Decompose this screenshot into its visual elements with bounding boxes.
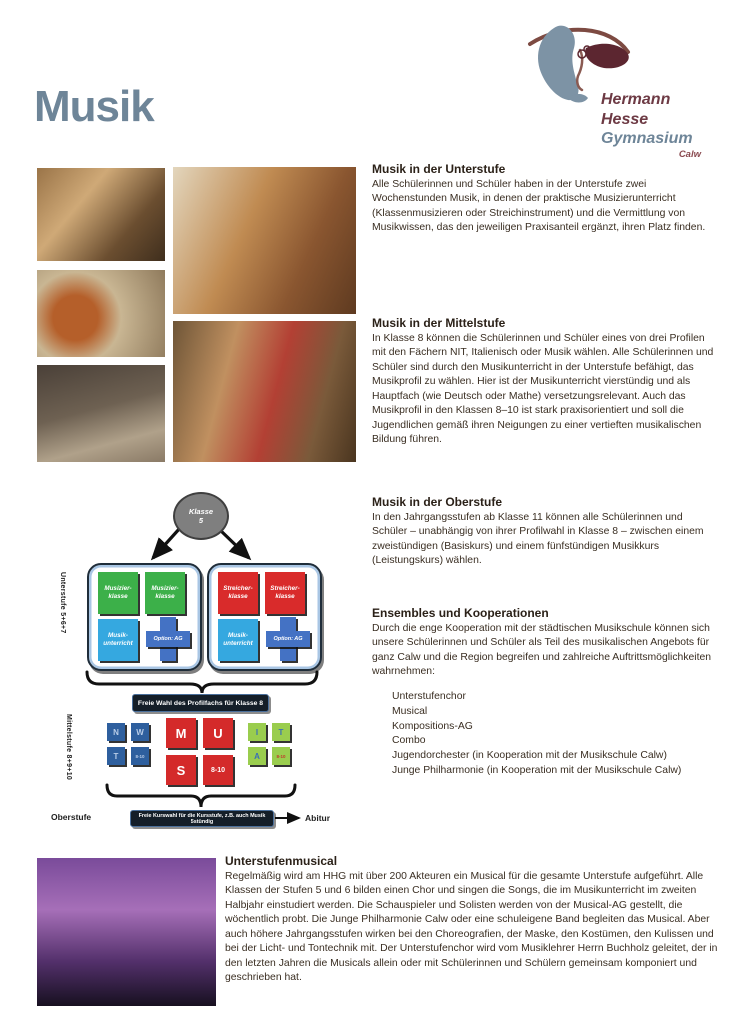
musizierklasse-box: Musizier- klasse [98,572,138,614]
section-body: Regelmäßig wird am HHG mit über 200 Akteuren ein Musical für die gesamte Unterstufe aufgeführt. Alle Klassen der Stufen 5 und 6 bilden einen Chor und singen die Songs, die im Musikunterricht im zweiten Halbjahr einstudiert werden. Die Schauspieler und Solisten werden von der Musical-AG gestellt, die wöchentlich probt. Die Junge Philharmonie Calw oder eine schuleigene Band begleiten das Musical. Aber auch höhere Jahrgangsstufen wirken bei den Choreografien, der Maske, den Kostümen, den Kulissen und bei der Licht- und Tontechnik mit. Der Unterstufenchor wird vom Musiklehrer Herrn Buchholz geleitet, der in den letzten Jahren die Musicals allein oder mit Schülerinnen und Schülern gemeinsam komponiert und geschrieben hat. [225,871,718,984]
klasse5-number: 5 [198,516,204,525]
ensemble-item: Jugendorchester (in Kooperation mit der Musikschule Calw) [392,750,667,762]
section-unterstufenmusical [225,854,718,986]
ita-box: A [248,747,266,765]
musikunterricht-box: Musik- unterricht [98,619,138,661]
section-mittelstufe [372,316,718,448]
section-heading: Musik in der Mittelstufe [372,316,506,330]
mittelstufe-axis-label: Mittelstufe 8+9+10 [65,714,72,781]
ensemble-item: Combo [392,735,426,747]
klasse5-node [173,492,229,540]
section-heading: Ensembles und Kooperationen [372,606,549,620]
section-body: Durch die enge Kooperation mit der städtischen Musikschule können sich unsere Schülerinnen und Schüler als Teil des musikalischen Angebots für ganz Calw und die Region begreifen und zahlreiche Auftrittsmöglichkeiten wahrnehmen: [372,623,712,678]
profilwahl-bar: Freie Wahl des Profilfachs für Klasse 8 [132,694,269,712]
nwt-box: 8-10 [131,747,149,765]
logo-name-line: Hermann [601,91,671,108]
logo-school-type: Gymnasium [601,130,693,148]
option-ag-cross [266,617,310,661]
photo-conductor-rehearsal [37,270,165,357]
school-logo-text [601,90,703,160]
ensemble-item: Musical [392,705,428,717]
option-ag-cross [146,617,190,661]
ensemble-list [392,690,718,779]
ensemble-item: Kompositions-AG [392,720,473,732]
page-title: Musik [34,82,154,131]
musik-profile-box: S [166,755,196,785]
nwt-box: N [107,723,125,741]
oberstufe-label: Oberstufe [51,812,92,822]
section-unterstufe [372,162,718,236]
photo-violin-class [37,168,165,261]
logo-name-line: Hesse [601,110,649,128]
music-curriculum-diagram [37,488,360,848]
section-oberstufe [372,495,718,569]
section-heading: Musik in der Unterstufe [372,162,506,176]
ita-box: I [248,723,266,741]
section-ensembles [372,606,718,779]
ita-box: T [272,723,290,741]
section-body: Alle Schülerinnen und Schüler haben in der Unterstufe zwei Wochenstunden Musik, in denen der praktische Musizierunterricht (Klassenmusizieren oder Streichinstrument) und die Vermittlung von Musikwissen, das den jeweiligen Praxisanteil ergänzt, ihren Platz finden. [372,179,706,234]
musik-profile-box: U [203,718,233,748]
section-body: In den Jahrgangsstufen ab Klasse 11 können alle Schülerinnen und Schüler – unabhängig von ihrer Profilwahl in Klasse 8 – zwischen einem zweistündigen (Basiskurs) und einem fünfstündigen Musikkurs (Leistungskurs) wählen. [372,512,704,567]
ensemble-item: Junge Philharmonie (in Kooperation mit der Musikschule Calw) [392,765,682,777]
streicherklasse-box: Streicher- klasse [265,572,305,614]
nwt-box: T [107,747,125,765]
ita-box: 8-10 [272,747,290,765]
musikunterricht-box: Musik- unterricht [218,619,258,661]
option-ag-label: Option: AG [153,636,183,642]
musizierklasse-box: Musizier- klasse [145,572,185,614]
musizierklasse-container [87,563,202,671]
ensemble-item: Unterstufenchor [392,690,466,702]
logo-city: Calw [678,148,701,160]
section-heading: Musik in der Oberstufe [372,495,503,509]
musik-profile-box: M [166,718,196,748]
unterstufe-axis-label: Unterstufe 5+6+7 [59,572,66,634]
abitur-label: Abitur [305,813,331,823]
section-body: In Klasse 8 können die Schülerinnen und Schüler eines von drei Profilen mit den Fächern NIT, Italienisch oder Musik wählen. Alle Schülerinnen und Schüler sind durch den Musikunterricht in der Unterstufe befähigt, das Musikprofil zu wählen. Hier ist der Musikunterricht vierstündig und als Hauptfach (wie Deutsch oder Mathe) versetzungsrelevant. Auch das Musikprofil in den Klassen 8–10 ist stark praxisorientiert und soll die Jugendlichen gemäß ihren Neigungen zu einer vertieften musikalischen Bildung führen. [372,333,714,446]
photo-cello-section [173,167,356,314]
photo-orchestra-students [173,321,356,462]
streicherklasse-container [207,563,322,671]
section-heading: Unterstufenmusical [225,854,338,868]
nwt-box: W [131,723,149,741]
musik-profile-box: 8-10 [203,755,233,785]
klasse5-label: Klasse [188,506,214,516]
option-ag-label: Option: AG [273,636,303,642]
photo-group-overhead [37,365,165,462]
photo-musical-stage [37,858,216,1006]
kurswahl-bar: Freie Kurswahl für die Kursstufe, z.B. auch Musik 5stündig [130,810,274,827]
streicherklasse-box: Streicher- klasse [218,572,258,614]
